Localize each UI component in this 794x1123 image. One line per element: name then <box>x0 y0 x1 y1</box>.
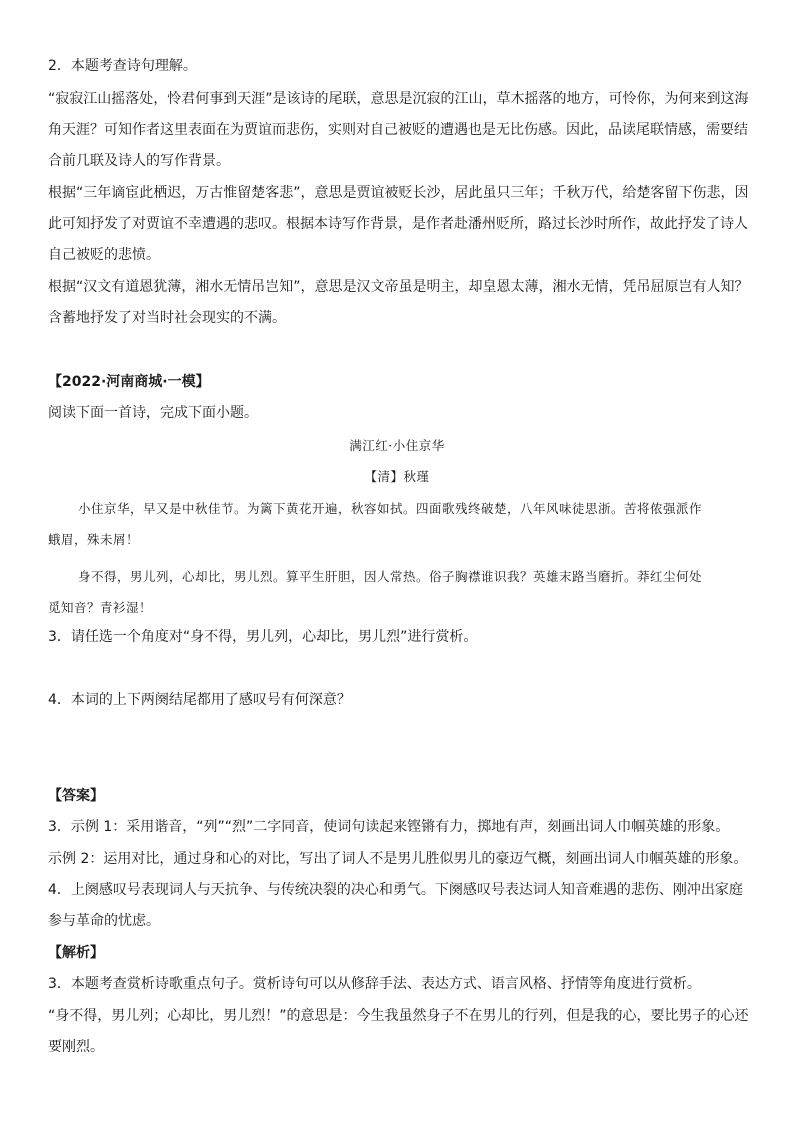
paragraph-line: 角天涯？可知作者这里表面在为贾谊而悲伤，实则对自己被贬的遭遇也是无比伤感。因此，品读尾联情感，需要结 <box>48 122 748 138</box>
paragraph-line: 此可知抒发了对贾谊不幸遭遇的悲叹。根据本诗写作背景，是作者赴潘州贬所，路过长沙时所作，故此抒发了诗人 <box>48 216 748 232</box>
question-4: 4．本词的上下两阕结尾都用了感叹号有何深意？ <box>48 692 351 708</box>
question-source: 【2022·河南商城·一模】 <box>48 374 210 390</box>
answer-line: 3．示例 1：采用谐音，“列”“烈”二字同音，使词句读起来铿锵有力，掷地有声，刻画出词人巾帼英雄的形象。 <box>48 819 730 835</box>
poem-line: 觅知音？青衫湿！ <box>48 600 153 615</box>
instruction-text: 阅读下面一首诗，完成下面小题。 <box>48 405 258 421</box>
analysis-line: 3．本题考查赏析诗歌重点句子。赏析诗句可以从修辞手法、表达方式、语言风格、抒情等角度进行赏析。 <box>48 976 701 992</box>
paragraph-line: 自己被贬的悲愤。 <box>48 247 160 263</box>
paragraph-line: 根据“汉文有道恩犹薄，湘水无情吊岂知”，意思是汉文帝虽是明主，却皇恩太薄，湘水无情，凭吊屈原岂有人知？ <box>48 279 749 295</box>
paragraph-line: “寂寂江山摇落处，怜君何事到天涯”是该诗的尾联，意思是沉寂的江山，草木摇落的地方，可怜你，为何来到这海 <box>48 91 749 107</box>
analysis-line: 要刚烈。 <box>48 1039 104 1055</box>
paragraph-line: 合前几联及诗人的写作背景。 <box>48 153 230 169</box>
poem-line: 小住京华，早又是中秋佳节。为篱下黄花开遍，秋容如拭。四面歌残终破楚，八年风味徒思浙。苦将侬强派作 <box>78 501 703 516</box>
poem-author: 【清】秋瑾 <box>364 469 430 484</box>
poem-title: 满江红·小住京华 <box>349 438 445 453</box>
answer-heading: 【答案】 <box>48 788 104 804</box>
answer-line: 示例 2：运用对比，通过身和心的对比，写出了词人不是男儿胜似男儿的豪迈气概，刻画出词人巾帼英雄的形象。 <box>48 851 748 867</box>
poem-line: 身不得，男儿列，心却比，男儿烈。算平生肝胆，因人常热。俗子胸襟谁识我？英雄末路当磨折。莽红尘何处 <box>78 569 703 584</box>
section-title: 2．本题考查诗句理解。 <box>48 58 197 74</box>
poem-line: 蛾眉，殊未屑！ <box>48 532 140 547</box>
answer-line: 参与革命的忧虑。 <box>48 913 160 929</box>
analysis-line: “身不得，男儿列；心却比，男儿烈！”的意思是：今生我虽然身子不在男儿的行列，但是我的心，要比男子的心还 <box>48 1008 749 1024</box>
paragraph-line: 根据“三年谪宦此栖迟，万古惟留楚客悲”，意思是贾谊被贬长沙，居此虽只三年；千秋万代，给楚客留下伤悲，因 <box>48 185 749 201</box>
answer-line: 4．上阕感叹号表现词人与天抗争、与传统决裂的决心和勇气。下阕感叹号表达词人知音难遇的悲伤、刚冲出家庭 <box>48 882 743 898</box>
analysis-heading: 【解析】 <box>48 945 104 961</box>
paragraph-line: 含蓄地抒发了对当时社会现实的不满。 <box>48 310 286 326</box>
question-3: 3．请任选一个角度对“身不得，男儿列，心却比，男儿烈”进行赏析。 <box>48 629 478 645</box>
